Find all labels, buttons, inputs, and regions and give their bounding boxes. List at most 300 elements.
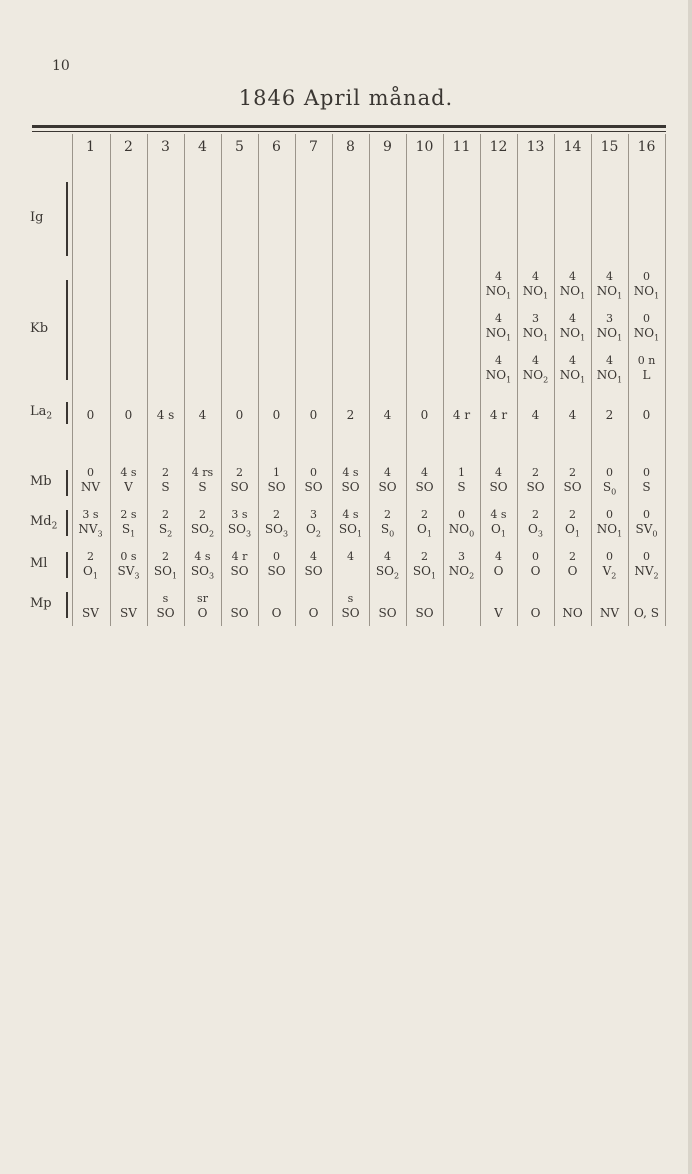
cell-direction bbox=[480, 480, 517, 494]
cell-strength bbox=[628, 592, 665, 606]
cell-direction bbox=[295, 606, 332, 620]
cell-direction bbox=[480, 326, 517, 345]
table-cell bbox=[628, 550, 665, 583]
cell-direction bbox=[72, 606, 109, 620]
cell-direction bbox=[554, 606, 591, 620]
table-cell bbox=[258, 508, 295, 541]
table-cell bbox=[110, 408, 147, 422]
cell-strength: 3 bbox=[310, 508, 317, 521]
cell-direction bbox=[332, 522, 369, 541]
table-cell bbox=[110, 466, 147, 494]
row-label-md bbox=[30, 514, 57, 532]
cell-subscript: 1 bbox=[543, 333, 549, 343]
cell-direction-text: NO bbox=[559, 368, 581, 382]
cell-direction bbox=[184, 606, 221, 620]
table-cell bbox=[369, 466, 406, 494]
cell-direction bbox=[72, 522, 109, 541]
table-cell bbox=[517, 354, 554, 387]
table-cell bbox=[184, 508, 221, 541]
cell-subscript: 1 bbox=[580, 375, 586, 385]
cell-strength bbox=[72, 592, 109, 606]
cell-strength: 4 s bbox=[342, 466, 359, 479]
table-cell bbox=[72, 550, 109, 583]
table-cell bbox=[406, 408, 443, 422]
cell-direction-text: NO bbox=[522, 284, 544, 298]
cell-direction-text: O bbox=[417, 522, 427, 536]
row-brace bbox=[66, 402, 68, 424]
cell-subscript: 2 bbox=[543, 375, 549, 385]
cell-strength bbox=[480, 592, 517, 606]
table-cell bbox=[184, 466, 221, 494]
table-cell bbox=[369, 550, 406, 583]
cell-strength: 2 bbox=[162, 550, 169, 563]
table-cell bbox=[295, 466, 332, 494]
table-cell bbox=[591, 408, 628, 422]
cell-subscript: 2 bbox=[167, 529, 173, 539]
cell-direction-text: NO bbox=[485, 368, 507, 382]
cell-subscript: 3 bbox=[245, 529, 252, 539]
cell-strength: 0 bbox=[87, 466, 94, 479]
cell-direction-text: SO bbox=[230, 564, 249, 578]
cell-strength: 4 s bbox=[342, 508, 359, 521]
cell-direction bbox=[554, 326, 591, 345]
cell-strength: 4 bbox=[495, 466, 502, 479]
cell-direction bbox=[628, 564, 665, 583]
column-header: 4 bbox=[198, 139, 207, 155]
cell-direction bbox=[554, 284, 591, 303]
cell-direction-text: SO bbox=[341, 480, 360, 494]
cell-direction-text: O bbox=[491, 522, 501, 536]
table-cell bbox=[443, 592, 480, 606]
cell-strength: 2 bbox=[199, 508, 206, 521]
cell-direction-text: SO bbox=[563, 480, 582, 494]
cell-direction-text: O bbox=[308, 606, 319, 620]
cell-direction-text: V bbox=[602, 564, 612, 578]
row-label-text: Ig bbox=[30, 210, 44, 225]
cell-direction-text: O bbox=[306, 522, 316, 536]
table-cell bbox=[517, 270, 554, 303]
cell-direction-text: O bbox=[567, 564, 578, 578]
cell-direction-text: S bbox=[380, 522, 390, 536]
cell-strength: 2 s bbox=[120, 508, 137, 521]
cell-subscript: 1 bbox=[506, 333, 512, 343]
cell-strength: 4 s bbox=[120, 466, 137, 479]
table-cell bbox=[406, 592, 443, 620]
cell-subscript: 1 bbox=[580, 291, 586, 301]
table-cell bbox=[258, 592, 295, 620]
row-label-la bbox=[30, 404, 52, 422]
cell-direction-text: O bbox=[530, 606, 541, 620]
table-cell bbox=[221, 550, 258, 578]
table-cell bbox=[480, 508, 517, 541]
cell-subscript: 3 bbox=[208, 571, 215, 581]
cell-strength bbox=[110, 592, 147, 606]
table-cell bbox=[147, 508, 184, 541]
cell-direction bbox=[110, 606, 147, 620]
table-cell bbox=[295, 408, 332, 422]
column-header: 11 bbox=[452, 139, 471, 155]
cell-direction bbox=[517, 606, 554, 620]
cell-direction-text: SO bbox=[267, 564, 286, 578]
row-brace bbox=[66, 552, 68, 578]
cell-direction bbox=[517, 522, 554, 541]
cell-strength: 0 bbox=[643, 312, 650, 325]
cell-subscript: 1 bbox=[171, 571, 178, 581]
cell-strength: 2 bbox=[162, 466, 169, 479]
cell-direction-text: SO bbox=[338, 522, 357, 536]
column-header: 5 bbox=[235, 139, 244, 155]
column-header: 3 bbox=[161, 139, 170, 155]
cell-direction-text: NV bbox=[78, 522, 98, 536]
cell-direction bbox=[628, 522, 665, 541]
cell-direction-text: SO bbox=[378, 606, 397, 620]
table-cell bbox=[480, 408, 517, 422]
cell-strength: 2 bbox=[421, 508, 428, 521]
table-cell bbox=[517, 466, 554, 494]
table-cell bbox=[480, 592, 517, 620]
cell-direction bbox=[517, 368, 554, 387]
cell-direction-text: NO bbox=[559, 284, 581, 298]
cell-direction bbox=[110, 564, 147, 583]
row-label-mb bbox=[30, 474, 52, 489]
table-cell bbox=[110, 550, 147, 583]
cell-subscript: 1 bbox=[506, 291, 512, 301]
table-cell bbox=[184, 408, 221, 422]
table-cell bbox=[147, 408, 184, 422]
cell-strength: 1 bbox=[273, 466, 280, 479]
cell-strength: 0 n bbox=[637, 354, 656, 367]
table-cell bbox=[332, 592, 369, 620]
table-cell bbox=[147, 466, 184, 494]
table-cell bbox=[258, 550, 295, 578]
top-rule-thin bbox=[32, 131, 666, 132]
table-cell bbox=[72, 508, 109, 541]
cell-direction bbox=[554, 480, 591, 494]
table-cell bbox=[258, 408, 295, 422]
cell-direction-text: S bbox=[161, 480, 170, 494]
cell-value: 4 bbox=[383, 408, 392, 422]
row-label-text: Md bbox=[30, 514, 52, 529]
table-cell bbox=[369, 408, 406, 422]
row-label-subscript: 2 bbox=[46, 411, 53, 422]
cell-direction-text: SO bbox=[415, 480, 434, 494]
cell-strength: 2 bbox=[569, 550, 576, 563]
cell-direction-text: NV bbox=[599, 606, 620, 620]
cell-strength: 2 bbox=[273, 508, 280, 521]
cell-direction-text: NO bbox=[485, 326, 507, 340]
table-cell bbox=[184, 592, 221, 620]
cell-direction-text: S bbox=[457, 480, 466, 494]
column-header: 10 bbox=[415, 139, 434, 155]
table-cell bbox=[221, 592, 258, 620]
cell-strength: 4 bbox=[569, 312, 576, 325]
row-label-text: Mp bbox=[30, 596, 52, 611]
cell-direction-text: NO bbox=[562, 606, 583, 620]
cell-direction-text: S bbox=[121, 522, 131, 536]
cell-strength: 0 bbox=[606, 466, 613, 479]
table-cell bbox=[147, 592, 184, 620]
table-cell bbox=[591, 270, 628, 303]
cell-direction bbox=[295, 564, 332, 578]
table-cell bbox=[406, 550, 443, 583]
cell-value: 0 bbox=[124, 408, 133, 422]
cell-subscript: 3 bbox=[282, 529, 289, 539]
cell-direction-text: SO bbox=[230, 606, 249, 620]
cell-subscript: 1 bbox=[654, 291, 660, 301]
cell-direction-text: V bbox=[494, 606, 503, 620]
cell-direction bbox=[628, 606, 665, 620]
table-cell bbox=[332, 508, 369, 541]
cell-subscript: 1 bbox=[430, 571, 437, 581]
page-edge bbox=[688, 0, 692, 1174]
cell-direction bbox=[147, 480, 184, 494]
cell-value: 4 bbox=[198, 408, 207, 422]
cell-direction-text: SO bbox=[378, 480, 397, 494]
table-cell bbox=[554, 270, 591, 303]
cell-strength: 4 bbox=[569, 354, 576, 367]
cell-direction bbox=[258, 522, 295, 541]
row-brace bbox=[66, 280, 68, 380]
cell-direction-text: SV bbox=[635, 522, 653, 536]
cell-direction bbox=[480, 564, 517, 578]
cell-value: 0 bbox=[235, 408, 244, 422]
cell-subscript: 1 bbox=[356, 529, 363, 539]
cell-strength: 0 bbox=[643, 270, 650, 283]
cell-direction bbox=[184, 564, 221, 583]
cell-strength: 4 s bbox=[490, 508, 507, 521]
cell-direction-text: SV bbox=[120, 606, 137, 620]
cell-direction-text: SO bbox=[304, 564, 323, 578]
cell-direction-text: SV bbox=[117, 564, 135, 578]
table-cell bbox=[517, 508, 554, 541]
cell-direction bbox=[443, 564, 480, 583]
table-cell bbox=[221, 466, 258, 494]
column-header: 2 bbox=[124, 139, 133, 155]
cell-direction-text: NO bbox=[596, 326, 618, 340]
cell-strength: 0 bbox=[532, 550, 539, 563]
cell-direction bbox=[369, 480, 406, 494]
cell-direction-text: NO bbox=[596, 284, 618, 298]
cell-strength: 3 bbox=[458, 550, 465, 563]
cell-subscript: 0 bbox=[469, 529, 475, 539]
cell-strength bbox=[369, 592, 406, 606]
table-cell bbox=[110, 592, 147, 620]
table-cell bbox=[628, 466, 665, 494]
cell-direction bbox=[258, 480, 295, 494]
cell-strength: 4 bbox=[347, 550, 354, 563]
cell-direction bbox=[517, 284, 554, 303]
cell-subscript: 2 bbox=[315, 529, 321, 539]
table-cell bbox=[221, 508, 258, 541]
cell-strength bbox=[517, 592, 554, 606]
column-header: 15 bbox=[600, 139, 619, 155]
cell-subscript: 1 bbox=[617, 375, 623, 385]
table-cell bbox=[554, 466, 591, 494]
cell-direction-text: SO bbox=[267, 480, 286, 494]
cell-strength: 4 bbox=[569, 270, 576, 283]
column-header: 6 bbox=[272, 139, 281, 155]
cell-subscript: 2 bbox=[469, 571, 475, 581]
cell-direction-text: O bbox=[197, 606, 208, 620]
table-cell bbox=[480, 312, 517, 345]
cell-direction-text: NO bbox=[633, 326, 655, 340]
table-cell bbox=[480, 354, 517, 387]
row-brace bbox=[66, 510, 68, 536]
cell-direction-text: S bbox=[198, 480, 207, 494]
cell-direction bbox=[480, 606, 517, 620]
table-cell bbox=[72, 466, 109, 494]
cell-strength: 0 s bbox=[120, 550, 137, 563]
cell-direction bbox=[221, 522, 258, 541]
cell-strength: 3 s bbox=[82, 508, 99, 521]
table-cell bbox=[369, 508, 406, 541]
cell-direction-text: O bbox=[530, 564, 541, 578]
cell-subscript: 1 bbox=[574, 529, 580, 539]
cell-subscript: 1 bbox=[617, 333, 623, 343]
table-cell bbox=[591, 592, 628, 620]
cell-strength: 4 bbox=[495, 312, 502, 325]
cell-direction bbox=[72, 480, 109, 494]
table-cell bbox=[628, 508, 665, 541]
cell-strength: 4 bbox=[532, 354, 539, 367]
cell-subscript: 1 bbox=[580, 333, 586, 343]
table-cell bbox=[72, 408, 109, 422]
cell-direction bbox=[517, 326, 554, 345]
column-header: 8 bbox=[346, 139, 355, 155]
column-header: 16 bbox=[637, 139, 656, 155]
table-cell bbox=[591, 466, 628, 499]
cell-subscript: 1 bbox=[426, 529, 432, 539]
cell-direction bbox=[628, 480, 665, 494]
cell-direction-text: SO bbox=[230, 480, 249, 494]
cell-direction bbox=[221, 480, 258, 494]
cell-direction bbox=[258, 564, 295, 578]
cell-direction-text: O bbox=[565, 522, 575, 536]
cell-direction-text: SO bbox=[264, 522, 283, 536]
cell-strength: 3 s bbox=[231, 508, 248, 521]
cell-strength: 0 bbox=[643, 550, 650, 563]
cell-strength bbox=[295, 592, 332, 606]
cell-strength: 2 bbox=[162, 508, 169, 521]
cell-subscript: 1 bbox=[506, 375, 512, 385]
cell-direction bbox=[72, 564, 109, 583]
cell-value: 0 bbox=[420, 408, 429, 422]
cell-value: 2 bbox=[605, 408, 614, 422]
top-rule-thick bbox=[32, 125, 666, 128]
cell-direction bbox=[443, 522, 480, 541]
cell-value: 4 s bbox=[156, 408, 175, 422]
row-label-ml bbox=[30, 556, 47, 571]
table-cell bbox=[184, 550, 221, 583]
cell-direction bbox=[591, 480, 628, 499]
cell-direction-text: O, S bbox=[634, 606, 659, 620]
table-cell bbox=[591, 550, 628, 583]
column-header: 9 bbox=[383, 139, 392, 155]
table-cell bbox=[628, 408, 665, 422]
cell-strength: 4 bbox=[384, 550, 391, 563]
table-cell bbox=[443, 466, 480, 494]
cell-strength bbox=[591, 592, 628, 606]
cell-strength: sr bbox=[197, 592, 208, 605]
cell-direction bbox=[147, 606, 184, 620]
cell-direction bbox=[110, 480, 147, 494]
cell-direction-text: O bbox=[493, 564, 504, 578]
column-header: 14 bbox=[563, 139, 582, 155]
cell-value: 4 r bbox=[489, 408, 508, 422]
cell-direction-text: SO bbox=[190, 564, 209, 578]
table-cell bbox=[554, 508, 591, 541]
cell-direction-text: SO bbox=[415, 606, 434, 620]
table-cell bbox=[554, 354, 591, 387]
cell-direction bbox=[591, 522, 628, 541]
cell-strength: 0 bbox=[310, 466, 317, 479]
cell-direction-text: NO bbox=[633, 284, 655, 298]
cell-direction bbox=[517, 564, 554, 578]
cell-direction-text: SO bbox=[227, 522, 246, 536]
cell-strength: 3 bbox=[606, 312, 613, 325]
cell-direction bbox=[332, 606, 369, 620]
table-cell bbox=[295, 592, 332, 620]
cell-strength: 1 bbox=[458, 466, 465, 479]
cell-value: 4 bbox=[531, 408, 540, 422]
cell-strength: 2 bbox=[569, 466, 576, 479]
cell-subscript: 1 bbox=[617, 529, 623, 539]
table-cell bbox=[72, 592, 109, 620]
cell-value: 4 bbox=[568, 408, 577, 422]
cell-strength: 2 bbox=[532, 466, 539, 479]
cell-direction-text: SO bbox=[304, 480, 323, 494]
cell-direction bbox=[628, 326, 665, 345]
cell-direction bbox=[406, 606, 443, 620]
cell-strength: 0 bbox=[643, 466, 650, 479]
column-divider bbox=[665, 134, 666, 626]
table-cell bbox=[258, 466, 295, 494]
table-cell bbox=[554, 312, 591, 345]
cell-strength: 2 bbox=[421, 550, 428, 563]
cell-value: 0 bbox=[642, 408, 651, 422]
row-label-text: Kb bbox=[30, 321, 49, 336]
cell-strength: 4 bbox=[606, 270, 613, 283]
cell-direction bbox=[591, 606, 628, 620]
cell-direction bbox=[184, 480, 221, 494]
row-brace bbox=[66, 592, 68, 618]
cell-direction-text: NO bbox=[485, 284, 507, 298]
cell-subscript: 1 bbox=[543, 291, 549, 301]
cell-direction bbox=[258, 606, 295, 620]
column-header: 7 bbox=[309, 139, 318, 155]
row-brace bbox=[66, 182, 68, 256]
row-label-text: La bbox=[30, 404, 47, 419]
cell-strength: 4 bbox=[421, 466, 428, 479]
cell-strength: 0 bbox=[643, 508, 650, 521]
cell-value: 0 bbox=[272, 408, 281, 422]
cell-direction bbox=[332, 480, 369, 494]
table-cell bbox=[406, 466, 443, 494]
table-cell bbox=[517, 408, 554, 422]
cell-direction-text: O bbox=[271, 606, 282, 620]
cell-direction bbox=[591, 368, 628, 387]
cell-direction bbox=[406, 522, 443, 541]
table-cell bbox=[591, 312, 628, 345]
row-label-kb bbox=[30, 321, 48, 336]
cell-direction bbox=[369, 522, 406, 541]
cell-direction bbox=[184, 522, 221, 541]
table-cell bbox=[517, 550, 554, 578]
cell-direction-text: NO bbox=[522, 326, 544, 340]
cell-subscript: 3 bbox=[134, 571, 140, 581]
table-cell bbox=[110, 508, 147, 541]
table-cell bbox=[295, 508, 332, 541]
